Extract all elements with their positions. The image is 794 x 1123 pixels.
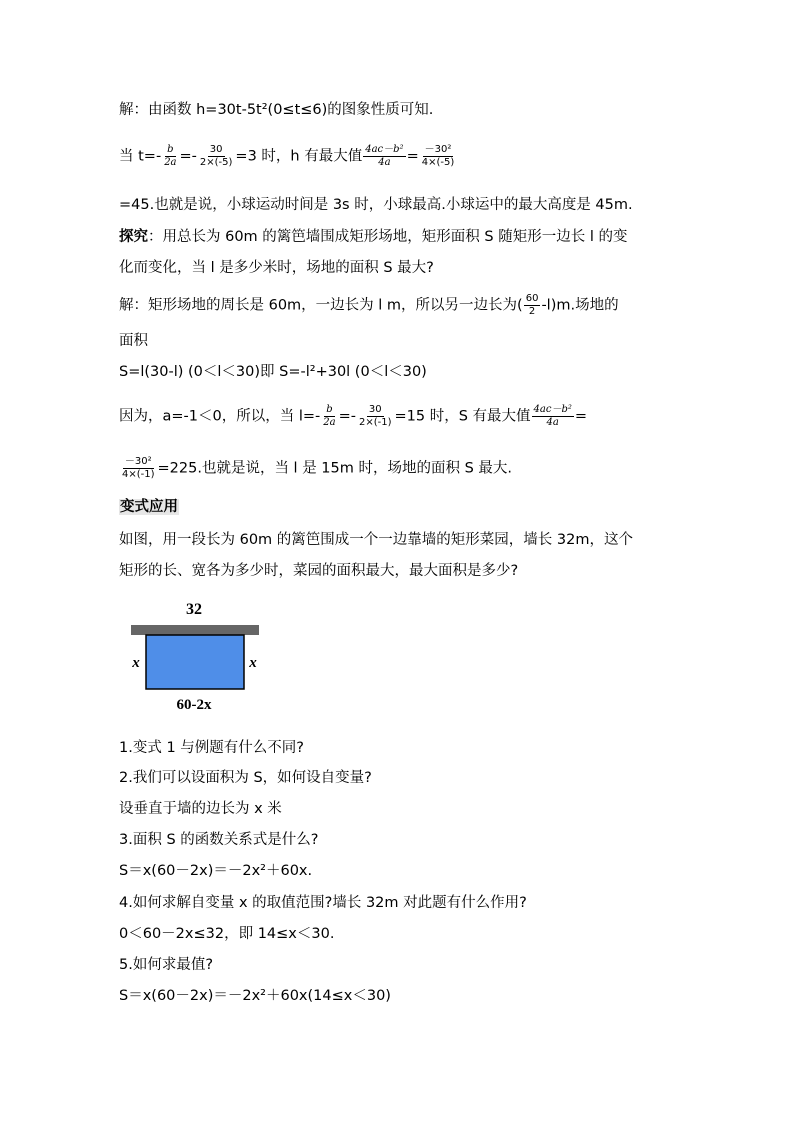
text-fragment: =225.也就是说，当 l 是 15m 时，场地的面积 S 最大. (157, 460, 513, 477)
fraction-30-over-2x-1: $\frac{30}{2\times(-1)}$ (358, 404, 392, 428)
left-side-label: x (132, 655, 140, 671)
solution-line-3: =45.也就是说，小球运动时间是 3s 时，小球最高.小球运中的最大高度是 45m. (119, 197, 633, 213)
answer-5: S＝x(60－2x)＝－2x²＋60x(14≤x＜30) (119, 988, 391, 1004)
solution-line-2 (119, 144, 457, 169)
solution2-line-2: 面积 (119, 333, 148, 349)
question-4: 4.如何求解自变量 x 的取值范围?墙长 32m 对此题有什么作用? (119, 895, 527, 911)
question-1: 1.变式 1 与例题有什么不同? (119, 740, 304, 756)
fraction-b-over-2a: $\frac{b}{2a}$ (164, 144, 177, 168)
wall-length-label: 32 (186, 601, 202, 618)
right-side-label: x (249, 655, 257, 671)
question-5: 5.如何求最值? (119, 957, 214, 973)
text-fragment: =- (338, 408, 356, 425)
answer-2: 设垂直于墙的边长为 x 米 (119, 801, 282, 817)
text-fragment: 因为，a=-1＜0，所以，当 l=- (119, 408, 321, 425)
wall (131, 625, 259, 635)
problem-line-1: 如图，用一段长为 60m 的篱笆围成一个一边靠墙的矩形菜园，墙长 32m，这个 (119, 532, 633, 548)
fraction-vertex-formula: $\frac{\text{4ac－b²}}{4a}$ (365, 144, 404, 168)
fraction-vertex-formula: $\frac{\text{4ac－b²}}{4a}$ (533, 404, 572, 428)
text-fragment: = (574, 408, 588, 425)
text-fragment: = (406, 148, 419, 165)
explore-line-2: 化而变化，当 l 是多少米时，场地的面积 S 最大? (119, 260, 434, 276)
fraction-max-value: $\frac{\text{－30²}}{4\times(-1)}$ (122, 456, 155, 480)
fraction-b-over-2a: $\frac{b}{2a}$ (323, 404, 336, 428)
solution-line-1: 解：由函数 h=30t-5t²(0≤t≤6)的图象性质可知. (119, 102, 434, 118)
text-fragment: 当 t=- (119, 148, 162, 165)
answer-4: 0＜60－2x≤32，即 14≤x＜30. (119, 926, 335, 942)
section-heading (119, 497, 179, 517)
problem-line-2: 矩形的长、宽各为多少时，菜园的面积最大，最大面积是多少? (119, 563, 519, 579)
fraction-60-over-2: $\frac{60}{2}$ (525, 293, 539, 317)
text-fragment: =- (179, 148, 197, 165)
text-fragment: -l)m.场地的 (541, 297, 619, 314)
text-fragment: =3 时，h 有最大值 (235, 148, 363, 165)
text-fragment: ：用总长为 60m 的篱笆墙围成矩形场地，矩形面积 S 随矩形一边长 l 的变 (148, 229, 628, 245)
solution2-line-4 (119, 404, 587, 429)
solution2-line-3: S=l(30-l) (0＜l＜30)即 S=-l²+30l (0＜l＜30) (119, 364, 427, 380)
garden-rectangle (146, 635, 244, 689)
bottom-side-label: 60-2x (176, 697, 212, 713)
question-2: 2.我们可以设面积为 S，如何设自变量? (119, 770, 372, 786)
explore-line-1 (119, 227, 627, 247)
garden-diagram (125, 596, 275, 716)
text-fragment: =15 时，S 有最大值 (394, 408, 531, 425)
solution2-line-5 (119, 456, 512, 481)
fraction-max-value: $\frac{\text{－30²}}{4\times(-5)}$ (421, 144, 455, 168)
answer-3: S＝x(60－2x)＝－2x²＋60x. (119, 863, 313, 879)
explore-label: 探究 (119, 229, 148, 245)
solution2-line-1 (119, 293, 619, 318)
section-heading-text: 变式应用 (120, 499, 178, 515)
text-fragment: 解：矩形场地的周长是 60m，一边长为 l m，所以另一边长为( (119, 297, 523, 314)
question-3: 3.面积 S 的函数关系式是什么? (119, 832, 319, 848)
fraction-30-over-2x-5: $\frac{30}{2\times(-5)}$ (199, 144, 233, 168)
